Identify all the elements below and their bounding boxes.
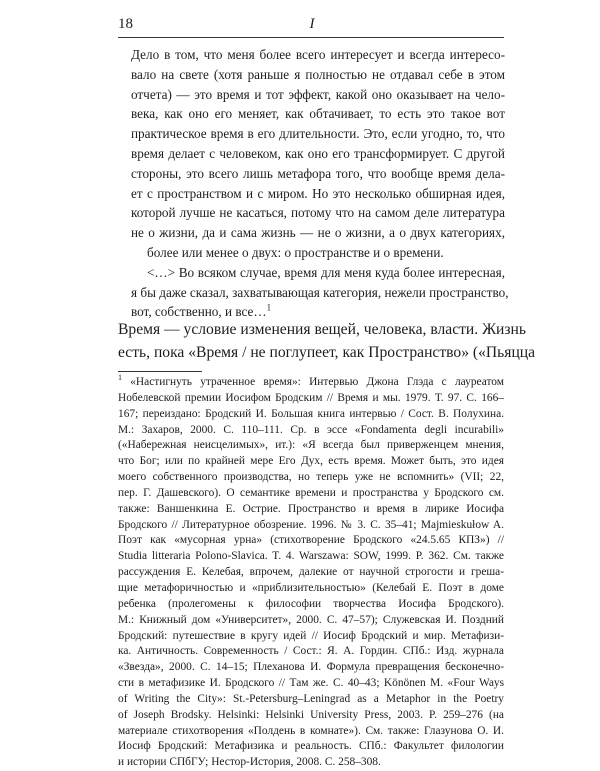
footnote-line: сти в метафизике И. Бродского // Там же. С. 40–43; Könönen M. «Four Ways <box>118 677 504 690</box>
footnote-line: М.: Захаров, 2000. С. 110–111. Ср. в эссе «Fondamenta degli incurabili» <box>118 423 504 436</box>
text-line: вало на свете (хотя раньше я полностью не отдавал себе в этом <box>131 66 505 82</box>
footnote-marker: 1 <box>118 373 122 383</box>
footnote-line: Бродский: путешествие в кругу идей // Иосиф Бродский и мир. Метафизи- <box>118 629 504 642</box>
footnote-line: моего собственного производства, но теперь уже не вспомнить» (VII; 22, <box>118 471 504 484</box>
text-line: есть, пока «Время / не поглупеет, как Пространство» («Пьяцца <box>118 344 536 361</box>
footnote-line: М.: Книжный дом «Университет», 2000. С. 47–57); Служевская И. Поздний <box>118 613 504 626</box>
footnote-line-content: «Настигнуть утраченное время»: Интервью Джона Глэда с лауреатом <box>122 376 504 388</box>
footnote-line: Иосиф Бродский: Метафизика и реальность. СПб.: Факультет филологии <box>118 740 504 753</box>
text-line-content: вот, собственно, и все… <box>131 304 267 320</box>
text-line: ет с пространством и с миром. Но это несколько обширная идея, <box>131 185 505 201</box>
footnote-line: 167; переиздано: Бродский И. Большая книга интервью / Сост. В. Полухина. <box>118 407 504 420</box>
text-line: стороны, это всего лишь метафора того, что вообще время дела- <box>131 165 505 181</box>
text-line: я бы даже сказал, захватывающая категория, нежели пространство, <box>131 284 509 300</box>
quote-paragraph-1 <box>131 45 505 263</box>
footnote-line: материале стихотворения «Полдень в комнате»). См. также: Глазунова О. И. <box>118 724 504 737</box>
footnote-line: рассуждения Е. Келебая, впрочем, далекие от научной строгости и греша- <box>118 566 504 579</box>
text-line: века, как оно его меняет, как обтачивает, то есть это такое вот <box>131 106 505 122</box>
footnote-line <box>118 375 504 391</box>
footnote-line: пер. Г. Дашевского). О семантике времени и пространства у Бродского см. <box>118 486 504 499</box>
quote-paragraph-2 <box>131 263 509 322</box>
footnote-line: также: Ваншенкина Е. Острие. Пространство и время в лирике Иосифа <box>118 502 504 515</box>
text-line: более или менее о двух: о пространстве и о времени. <box>147 244 444 260</box>
footnote-line: и истории СПбГУ; Нестор-История, 2008. С. 258–308. <box>118 756 381 769</box>
footnote-line: Бродского // Литературное обозрение. 1996. № 3. С. 35–41; Majmieskułow A. <box>118 518 504 531</box>
text-line: <…> Во всяком случае, время для меня куда более интересная, <box>147 264 505 280</box>
running-head: I <box>309 16 315 32</box>
footnote-line: Нобелевской премии Иосифом Бродским // Время и мы. 1979. Т. 97. С. 166– <box>118 391 504 404</box>
header-rule <box>118 37 504 38</box>
page-number: 18 <box>118 16 133 32</box>
text-line: которой лучше не касаться, потому что на самом деле литература <box>131 205 505 221</box>
footnote <box>118 375 504 771</box>
page-header <box>118 16 506 36</box>
footnote-ref: 1 <box>266 302 272 313</box>
footnote-line: («Набережная неисцелимых», ит.): «Я всегда был приверженцем мнения, <box>118 439 504 452</box>
body-text <box>118 318 536 364</box>
text-line: практическое время в его длительности. Это, если угодно, то, что <box>131 126 505 142</box>
text-line: Дело в том, что меня более всего интересует и всегда интересо- <box>131 47 505 62</box>
text-line: не о жизни, да и сама жизнь — не о жизни, а о двух категориях, <box>131 225 505 241</box>
footnote-line: Поэт как «мусорная урна» (стихотворение Бродского «24.5.65 КПЗ») // <box>118 534 504 547</box>
text-line: время делает с человеком, как оно его трансформирует. С другой <box>131 145 505 161</box>
footnote-line: of Joseph Brodsky. Helsinki: Helsinki University Press, 2003. P. 259–276 (на <box>118 708 504 721</box>
footnote-line: ка. Античность. Современность / Сост.: Я. А. Гордин. СПб.: Изд. журнала <box>118 645 504 658</box>
epigraph-quote <box>131 45 509 322</box>
footnote-line: Studia litteraria Polono-Slavica. T. 4. Warszawa: SOW, 1999. P. 362. См. также <box>118 550 504 563</box>
footnote-line: ребенка (пролегомены к философии творчества Иосифа Бродского). <box>118 597 504 610</box>
footnote-line: «Звезда», 2000. С. 14–15; Плеханова И. Формула превращения бесконечно- <box>118 661 504 674</box>
footnote-rule <box>118 371 202 372</box>
footnote-line: of Writing the City»: St.-Petersburg–Leningrad as a Metaphor in the Poetry <box>118 692 504 705</box>
text-line: отчета) — это время и тот эффект, какой оно оказывает на чело- <box>131 86 505 102</box>
footnote-line: что Бог; или по крайней мере Его Дух, есть время. Может быть, это идея <box>118 455 504 468</box>
text-line: Время — условие изменения вещей, человека, власти. Жизнь <box>118 321 527 338</box>
footnote-line: щие метафоричностью и «приблизительностью» (Келебай Е. Поэт в доме <box>118 581 504 594</box>
